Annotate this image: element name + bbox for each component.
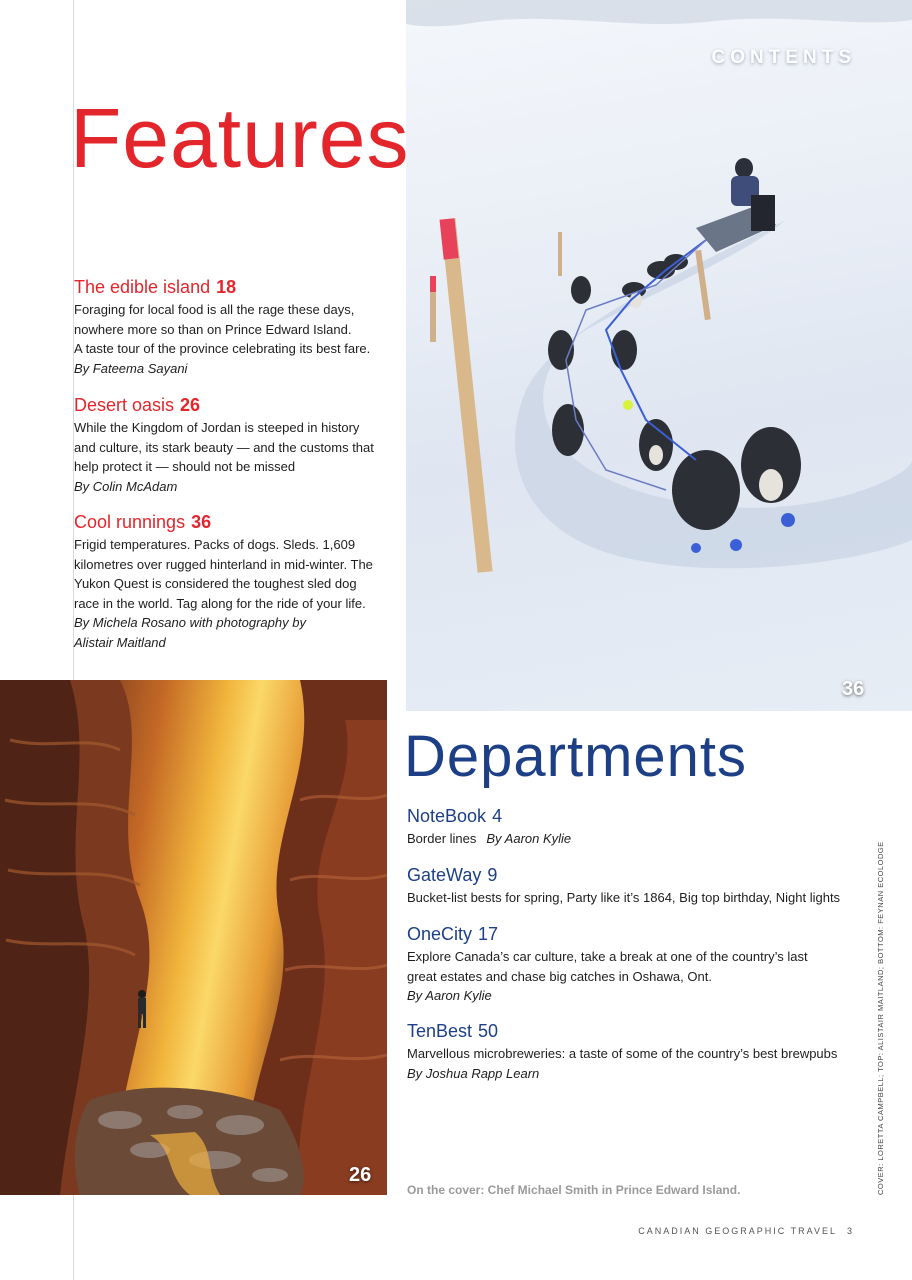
department-page-number: 17 bbox=[478, 924, 499, 944]
department-byline: By Joshua Rapp Learn bbox=[407, 1065, 540, 1081]
feature-title: Cool runnings bbox=[74, 512, 186, 532]
desc-line: great estates and chase big catches in Oshawa, Ont. bbox=[407, 968, 712, 984]
desc-line: kilometres over rugged hinterland in mid-winter. The bbox=[74, 556, 373, 572]
sled-photo-page-number: 36 bbox=[842, 678, 865, 700]
feature-cool-runnings[interactable] bbox=[74, 511, 394, 653]
department-byline: By Aaron Kylie bbox=[486, 831, 572, 846]
desc-line: Explore Canada’s car culture, take a break at one of the country’s last bbox=[407, 949, 808, 964]
desc-text: Border lines bbox=[407, 831, 477, 846]
page-number: 3 bbox=[846, 1226, 854, 1236]
feature-description bbox=[74, 300, 394, 359]
department-description bbox=[407, 829, 867, 849]
feature-title: The edible island bbox=[74, 277, 211, 297]
desc-line: A taste tour of the province celebrating its best fare. bbox=[74, 341, 371, 357]
features-title: Features bbox=[70, 91, 410, 185]
feature-page-number: 26 bbox=[180, 395, 201, 415]
department-page-number: 4 bbox=[492, 806, 503, 826]
feature-description bbox=[74, 418, 394, 477]
department-page-number: 9 bbox=[487, 865, 498, 885]
department-description: Marvellous microbreweries: a taste of some of the country’s best brewpubs bbox=[407, 1046, 838, 1061]
feature-edible-island[interactable] bbox=[74, 276, 394, 378]
desc-line: Frigid temperatures. Packs of dogs. Sleds. 1,609 bbox=[74, 537, 356, 552]
feature-heading bbox=[74, 276, 394, 298]
department-title: GateWay bbox=[407, 865, 482, 885]
desc-line: and culture, its stark beauty — and the customs that bbox=[74, 439, 374, 455]
department-notebook[interactable] bbox=[407, 805, 867, 849]
cover-note: On the cover: Chef Michael Smith in Prince Edward Island. bbox=[407, 1183, 741, 1197]
department-heading bbox=[407, 805, 867, 827]
desc-line: Foraging for local food is all the rage these days, bbox=[74, 302, 355, 317]
department-description: Bucket-list bests for spring, Party like it’s 1864, Big top birthday, Night lights bbox=[407, 890, 841, 905]
feature-byline: By Colin McAdam bbox=[74, 478, 178, 494]
byline-line: Alistair Maitland bbox=[74, 634, 166, 650]
department-byline: By Aaron Kylie bbox=[407, 988, 492, 1004]
photo-credit: COVER: LORETTA CAMPBELL; TOP: ALISTAIR MAITLAND; BOTTOM: FEYNAN ECOLODGE bbox=[876, 841, 885, 1195]
department-gateway[interactable] bbox=[407, 864, 867, 908]
sled-dog-illustration bbox=[406, 0, 912, 711]
department-heading bbox=[407, 1020, 867, 1042]
feature-byline: By Fateema Sayani bbox=[74, 360, 188, 376]
department-heading bbox=[407, 864, 867, 886]
feature-title: Desert oasis bbox=[74, 395, 175, 415]
feature-byline bbox=[74, 613, 394, 652]
desc-line: nowhere more so than on Prince Edward Island. bbox=[74, 321, 352, 337]
department-title: TenBest bbox=[407, 1021, 473, 1041]
department-onecity[interactable] bbox=[407, 923, 867, 1006]
department-heading bbox=[407, 923, 867, 945]
page-footer bbox=[638, 1226, 854, 1236]
publication-name: CANADIAN GEOGRAPHIC TRAVEL bbox=[638, 1226, 837, 1236]
contents-label: CONTENTS bbox=[711, 47, 856, 68]
feature-description bbox=[74, 535, 394, 613]
feature-heading bbox=[74, 394, 394, 416]
departments-title: Departments bbox=[404, 724, 748, 789]
department-title: NoteBook bbox=[407, 806, 487, 826]
canyon-photo bbox=[0, 680, 387, 1195]
desc-line: While the Kingdom of Jordan is steeped in history bbox=[74, 420, 360, 435]
desc-line: help protect it — should not be missed bbox=[74, 459, 296, 475]
canyon-illustration bbox=[0, 680, 387, 1195]
department-description bbox=[407, 947, 867, 986]
department-tenbest[interactable] bbox=[407, 1020, 867, 1083]
feature-desert-oasis[interactable] bbox=[74, 394, 394, 496]
feature-heading bbox=[74, 511, 394, 533]
sled-dog-photo bbox=[406, 0, 912, 711]
byline-line: By Michela Rosano with photography by bbox=[74, 615, 306, 631]
canyon-photo-page-number: 26 bbox=[349, 1164, 372, 1186]
desc-line: race in the world. Tag along for the ride of your life. bbox=[74, 595, 366, 611]
desc-line: Yukon Quest is considered the toughest sled dog bbox=[74, 576, 357, 592]
feature-page-number: 18 bbox=[216, 277, 237, 297]
department-title: OneCity bbox=[407, 924, 473, 944]
feature-page-number: 36 bbox=[191, 512, 212, 532]
department-page-number: 50 bbox=[478, 1021, 499, 1041]
